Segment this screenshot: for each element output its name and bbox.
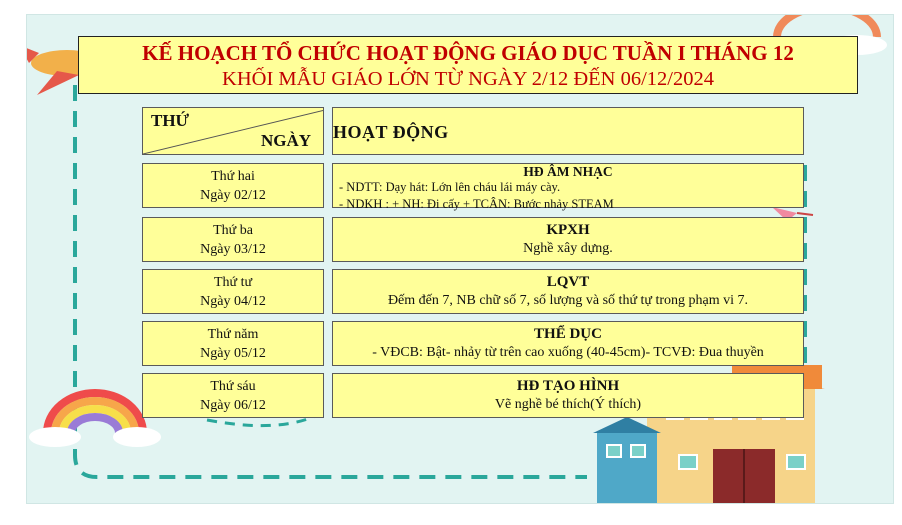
activity-subject: THỂ DỤC — [534, 326, 602, 342]
day-cell-friday — [142, 373, 324, 418]
title-box — [78, 36, 858, 94]
slide-background — [26, 14, 894, 504]
activity-cell-wednesday — [332, 269, 804, 314]
activity-content: - VĐCB: Bật- nhảy từ trên cao xuống (40-45cm)- TCVĐ: Đua thuyền — [372, 345, 764, 360]
activity-line: - NDTT: Dạy hát: Lớn lên cháu lái máy cày. — [339, 180, 561, 194]
activity-subject: HĐ TẠO HÌNH — [516, 378, 620, 394]
activity-cell-tuesday — [332, 217, 804, 262]
page-subtitle: KHỐI MẪU GIÁO LỚN TỪ NGÀY 2/12 ĐẾN 06/12/2024 — [222, 68, 714, 90]
header-day-cell — [142, 107, 324, 155]
header-activity-label: HOẠT ĐỘNG — [333, 122, 449, 142]
day-name: Thứ năm — [207, 327, 259, 342]
day-cell-wednesday — [142, 269, 324, 314]
day-name: Thứ sáu — [210, 379, 256, 394]
day-name: Thứ tư — [213, 275, 253, 290]
day-date: Ngày 02/12 — [200, 188, 266, 203]
header-ngay-label: NGÀY — [260, 131, 311, 150]
header-activity-cell — [332, 107, 804, 155]
day-date: Ngày 06/12 — [200, 398, 266, 413]
page-title: KẾ HOẠCH TỔ CHỨC HOẠT ĐỘNG GIÁO DỤC TUẦN I THÁNG 12 — [142, 41, 794, 65]
activity-subject: HĐ ÂM NHẠC — [523, 164, 613, 179]
day-cell-thursday — [142, 321, 324, 366]
activity-subject: KPXH — [546, 222, 590, 238]
activity-line: - NDKH : + NH: Đi cấy + TCÂN: Bước nhảy STEAM — [339, 197, 614, 211]
day-cell-monday — [142, 163, 324, 208]
day-date: Ngày 04/12 — [200, 294, 266, 309]
activity-subject: LQVT — [546, 274, 590, 290]
activity-cell-monday — [332, 163, 804, 211]
activity-cell-thursday — [332, 321, 804, 366]
activity-content: Vẽ nghề bé thích(Ý thích) — [494, 397, 642, 412]
day-date: Ngày 03/12 — [200, 242, 266, 257]
day-cell-tuesday — [142, 217, 324, 262]
activity-cell-friday — [332, 373, 804, 418]
header-thu-label: THỨ — [151, 111, 190, 130]
day-date: Ngày 05/12 — [200, 346, 266, 361]
day-name: Thứ hai — [211, 169, 255, 184]
activity-content: Nghề xây dựng. — [523, 241, 613, 256]
activity-content: Đếm đến 7, NB chữ số 7, số lượng và số thứ tự trong phạm vi 7. — [387, 293, 749, 308]
day-name: Thứ ba — [213, 223, 253, 238]
